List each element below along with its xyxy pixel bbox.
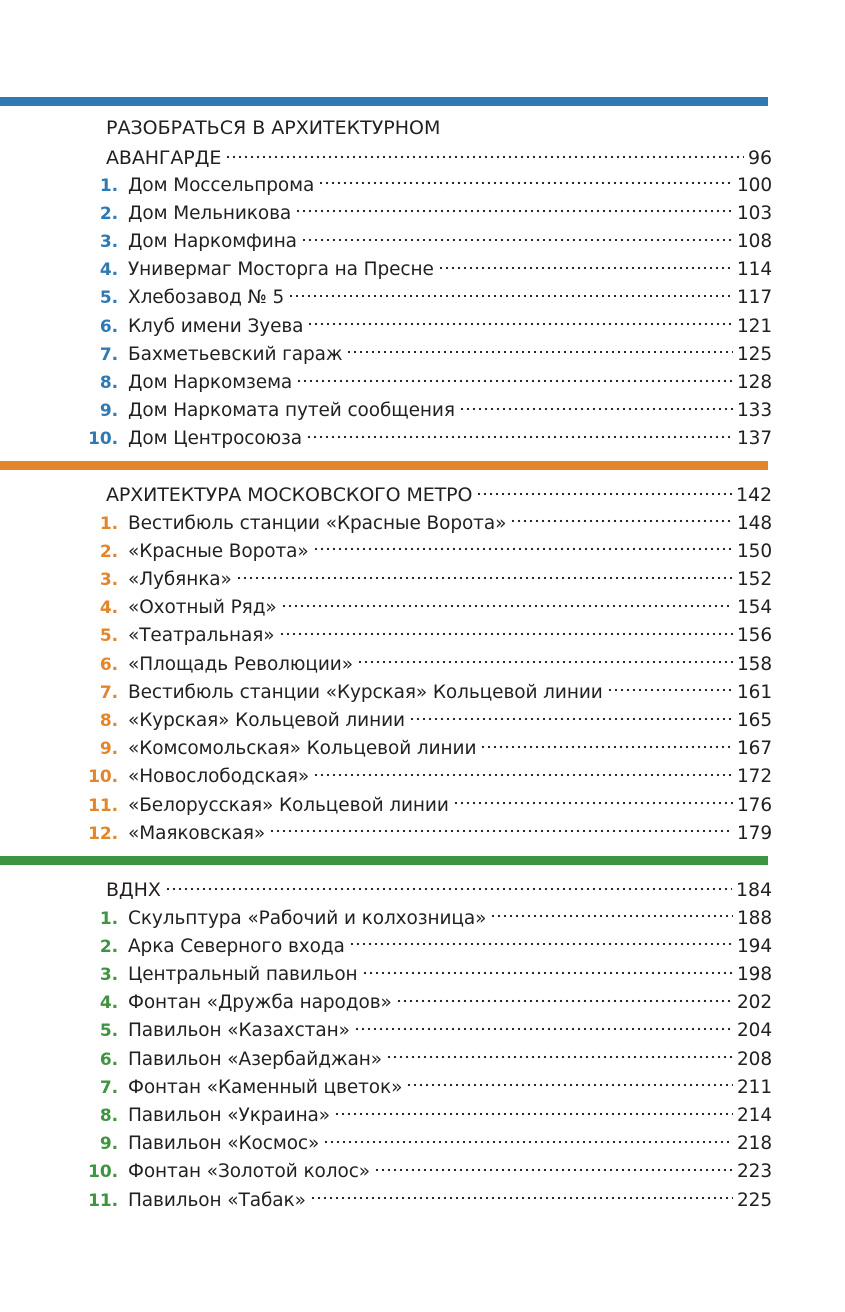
item-number: 7. (99, 1077, 118, 1098)
item-number: 6. (99, 654, 118, 675)
item-number: 9. (99, 739, 118, 760)
page-number: 176 (736, 794, 772, 816)
page-number: 150 (736, 540, 772, 562)
page-number: 218 (736, 1133, 772, 1155)
dot-leader (386, 1048, 733, 1067)
toc-item[interactable] (86, 1074, 772, 1098)
section-title-line1: РАЗОБРАТЬСЯ В АРХИТЕКТУРНОМ (106, 117, 441, 139)
item-number: 5. (99, 1021, 118, 1042)
page-number: 108 (736, 230, 772, 252)
toc-item[interactable] (86, 1102, 772, 1126)
page-number: 125 (736, 343, 772, 365)
toc-item[interactable] (86, 369, 772, 393)
item-title: «Площадь Революции» (128, 653, 353, 675)
page-number: 128 (736, 371, 772, 393)
dot-leader (296, 371, 733, 390)
page-number: 142 (736, 484, 772, 506)
item-title: Клуб имени Зуева (128, 315, 304, 337)
dot-leader (354, 1020, 733, 1039)
toc-item[interactable] (86, 707, 772, 731)
toc-item[interactable] (86, 820, 772, 844)
toc-item[interactable] (86, 172, 772, 196)
page-number: 121 (736, 315, 772, 337)
item-title: «Новослободская» (128, 766, 310, 788)
page-number: 156 (736, 625, 772, 647)
page-number: 165 (736, 709, 772, 731)
item-title: Дом Центросоюза (128, 428, 303, 450)
dot-leader (301, 230, 733, 249)
section-title-line2: АВАНГАРДЕ (106, 147, 222, 169)
page-number: 225 (736, 1189, 772, 1211)
item-title: «Белорусская» Кольцевой линии (128, 794, 449, 816)
toc-item[interactable] (86, 905, 772, 929)
section-title: АРХИТЕКТУРА МОСКОВСКОГО МЕТРО (106, 484, 473, 506)
toc-item[interactable] (86, 228, 772, 252)
dot-leader (362, 963, 733, 982)
dot-leader (346, 343, 733, 362)
item-title: Дом Наркомата путей сообщения (128, 400, 455, 422)
dot-leader (406, 1076, 733, 1095)
item-title: Дом Моссельпрома (128, 174, 315, 196)
page-number: 148 (736, 512, 772, 534)
dot-leader (374, 1161, 733, 1180)
item-number: 7. (99, 344, 118, 365)
item-title: «Театральная» (128, 625, 275, 647)
toc-item[interactable] (86, 257, 772, 281)
section-divider-avantgarde (0, 97, 768, 106)
toc-item[interactable] (86, 933, 772, 957)
item-number: 6. (99, 1049, 118, 1070)
item-number: 5. (99, 288, 118, 309)
toc-item[interactable] (86, 623, 772, 647)
page-number: 103 (736, 202, 772, 224)
item-title: Вестибюль станции «Курская» Кольцевой линии (128, 681, 603, 703)
item-title: Хлебозавод № 5 (128, 287, 285, 309)
item-title: Бахметьевский гараж (128, 343, 343, 365)
toc-item[interactable] (86, 200, 772, 224)
section-heading-metro[interactable] (106, 482, 772, 506)
dot-leader (279, 625, 733, 644)
dot-leader (510, 512, 733, 531)
item-number: 3. (99, 569, 118, 590)
dot-leader (306, 428, 733, 447)
page-number: 137 (736, 428, 772, 450)
section-divider-metro (0, 461, 768, 470)
item-number: 1. (99, 175, 118, 196)
toc-item[interactable] (86, 510, 772, 534)
item-title: «Лубянка» (128, 568, 232, 590)
page-number: 214 (736, 1104, 772, 1126)
item-number: 2. (99, 203, 118, 224)
toc-item[interactable] (86, 1159, 772, 1183)
toc-item[interactable] (86, 990, 772, 1014)
item-number: 3. (99, 964, 118, 985)
section-heading-avantgarde[interactable] (106, 145, 772, 169)
dot-leader (281, 597, 733, 616)
toc-item[interactable] (86, 398, 772, 422)
toc-item[interactable] (86, 961, 772, 985)
toc-item[interactable] (86, 651, 772, 675)
item-number: 1. (99, 513, 118, 534)
dot-leader (323, 1133, 733, 1152)
page-number: 96 (748, 147, 772, 169)
page-number: 194 (736, 935, 772, 957)
toc-item[interactable] (86, 792, 772, 816)
toc-item[interactable] (86, 426, 772, 450)
item-number: 9. (99, 1134, 118, 1155)
item-number: 2. (99, 541, 118, 562)
dot-leader (357, 653, 733, 672)
page-number: 223 (736, 1161, 772, 1183)
item-title: «Охотный Ряд» (128, 597, 277, 619)
page-number: 184 (736, 879, 772, 901)
dot-leader (438, 259, 733, 278)
item-number: 12. (88, 823, 118, 844)
dot-leader (453, 794, 733, 813)
item-number: 4. (99, 993, 118, 1014)
dot-leader (459, 400, 733, 419)
section-title: ВДНХ (106, 879, 161, 901)
section-heading-vdnh[interactable] (106, 877, 772, 901)
dot-leader (165, 879, 732, 898)
item-number: 10. (88, 1162, 118, 1183)
dot-leader (310, 1189, 733, 1208)
item-number: 10. (88, 429, 118, 450)
item-title: Дом Наркомзема (128, 371, 293, 393)
dot-leader (334, 1104, 733, 1123)
page-number: 152 (736, 568, 772, 590)
section-divider-vdnh (0, 856, 768, 865)
item-title: Скульптура «Рабочий и колхозница» (128, 907, 487, 929)
page-number: 117 (736, 287, 772, 309)
page-number: 172 (736, 766, 772, 788)
dot-leader (295, 202, 733, 221)
item-number: 8. (99, 372, 118, 393)
item-title: Фонтан «Каменный цветок» (128, 1076, 403, 1098)
toc-item[interactable] (86, 313, 772, 337)
item-title: Арка Северного входа (128, 935, 345, 957)
item-title: Павильон «Табак» (128, 1189, 306, 1211)
item-title: Павильон «Казахстан» (128, 1020, 350, 1042)
toc-item[interactable] (86, 595, 772, 619)
toc-item[interactable] (86, 679, 772, 703)
dot-leader (476, 484, 732, 503)
dot-leader (288, 287, 733, 306)
page-number: 161 (736, 681, 772, 703)
page-number: 202 (736, 992, 772, 1014)
toc-item[interactable] (86, 1046, 772, 1070)
dot-leader (225, 147, 744, 166)
page-number: 204 (736, 1020, 772, 1042)
page-number: 198 (736, 963, 772, 985)
toc-item[interactable] (86, 566, 772, 590)
item-number: 10. (88, 767, 118, 788)
item-number: 1. (99, 908, 118, 929)
page-number: 100 (736, 174, 772, 196)
toc-item[interactable] (86, 1187, 772, 1211)
item-number: 8. (99, 710, 118, 731)
dot-leader (236, 568, 733, 587)
dot-leader (307, 315, 733, 334)
item-number: 11. (88, 795, 118, 816)
page-number: 114 (736, 259, 772, 281)
page-number: 158 (736, 653, 772, 675)
dot-leader (480, 738, 733, 757)
dot-leader (409, 709, 733, 728)
page-number: 133 (736, 400, 772, 422)
item-title: Универмаг Мосторга на Пресне (128, 259, 434, 281)
item-title: Фонтан «Дружба народов» (128, 992, 392, 1014)
toc-item[interactable] (86, 736, 772, 760)
dot-leader (396, 992, 733, 1011)
item-number: 2. (99, 936, 118, 957)
page-number: 179 (736, 822, 772, 844)
page-number: 188 (736, 907, 772, 929)
toc-item[interactable] (86, 285, 772, 309)
item-number: 6. (99, 316, 118, 337)
page-number: 211 (736, 1076, 772, 1098)
dot-leader (269, 822, 733, 841)
dot-leader (313, 540, 733, 559)
toc-item[interactable] (86, 1131, 772, 1155)
toc-item[interactable] (86, 1018, 772, 1042)
item-title: Дом Мельникова (128, 202, 292, 224)
item-title: Фонтан «Золотой колос» (128, 1161, 370, 1183)
item-title: Вестибюль станции «Красные Ворота» (128, 512, 507, 534)
page-number: 154 (736, 597, 772, 619)
item-title: Дом Наркомфина (128, 230, 297, 252)
dot-leader (349, 935, 733, 954)
item-title: «Курская» Кольцевой линии (128, 709, 405, 731)
dot-leader (490, 907, 733, 926)
dot-leader (313, 766, 733, 785)
page-number: 208 (736, 1048, 772, 1070)
item-number: 9. (99, 401, 118, 422)
item-title: Павильон «Украина» (128, 1104, 331, 1126)
item-title: Павильон «Азербайджан» (128, 1048, 382, 1070)
dot-leader (318, 174, 733, 193)
item-title: Центральный павильон (128, 963, 358, 985)
toc-item[interactable] (86, 538, 772, 562)
item-title: «Комсомольская» Кольцевой линии (128, 738, 477, 760)
item-number: 4. (99, 598, 118, 619)
item-number: 3. (99, 231, 118, 252)
item-number: 7. (99, 682, 118, 703)
toc-item[interactable] (86, 764, 772, 788)
item-number: 11. (88, 1190, 118, 1211)
item-number: 5. (99, 626, 118, 647)
item-title: Павильон «Космос» (128, 1133, 320, 1155)
item-number: 4. (99, 260, 118, 281)
item-title: «Маяковская» (128, 822, 266, 844)
item-number: 8. (99, 1105, 118, 1126)
toc-item[interactable] (86, 341, 772, 365)
page-number: 167 (736, 738, 772, 760)
item-title: «Красные Ворота» (128, 540, 309, 562)
dot-leader (607, 681, 733, 700)
